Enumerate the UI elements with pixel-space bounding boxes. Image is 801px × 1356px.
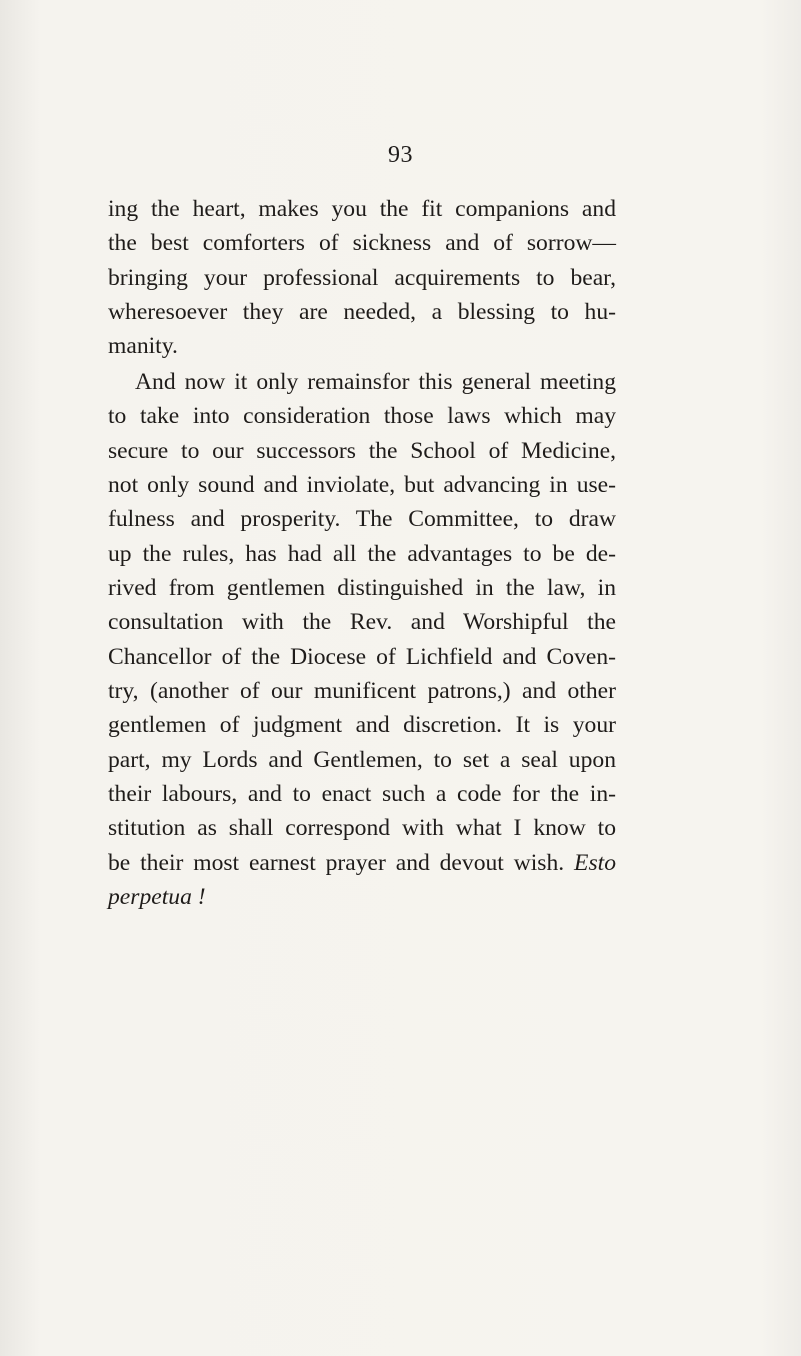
text-line: part, my Lords and Gentlemen, to set a seal upon [108,746,616,773]
latin-phrase-part-1: Esto [574,849,616,876]
text-line: the best comforters of sickness and of sorrow— [108,230,616,257]
text-line: up the rules, has had all the advantages to be de- [108,540,616,567]
text-line: bringing your professional acquirements to bear, [108,264,616,291]
text-line: try, (another of our munificent patrons,) and other [108,678,616,705]
text-line: Chancellor of the Diocese of Lichfield and Coven- [108,643,616,670]
text-line: their labours, and to enact such a code for the in- [108,781,616,808]
text-line: to take into consideration those laws which may [108,403,616,430]
paragraph-2 [108,365,616,915]
text-line: secure to our successors the School of Medicine, [108,437,616,464]
paragraph-1 [108,192,616,364]
text-line [108,880,616,914]
text-line: be their most earnest prayer and devout wish. [108,849,565,876]
text-line: ing the heart, makes you the fit companions and [108,196,616,222]
text-line: gentlemen of judgment and discretion. It is your [108,712,616,739]
text-line-with-italic [108,846,616,880]
text-line: wheresoever they are needed, a blessing to hu- [108,299,616,326]
text-line: rived from gentlemen distinguished in the law, in [108,575,616,602]
text-line: manity. [108,333,178,360]
text-line: fulness and prosperity. The Committee, to draw [108,506,616,533]
text-line: not only sound and inviolate, but advancing in use- [108,472,616,499]
page-number: 93 [388,142,413,168]
text-line: consultation with the Rev. and Worshipful the [108,609,616,636]
text-line: And now it only remainsfor this general meeting [135,369,616,395]
latin-phrase-part-2: perpetua ! [108,884,206,911]
text-line: stitution as shall correspond with what I know to [108,815,616,842]
